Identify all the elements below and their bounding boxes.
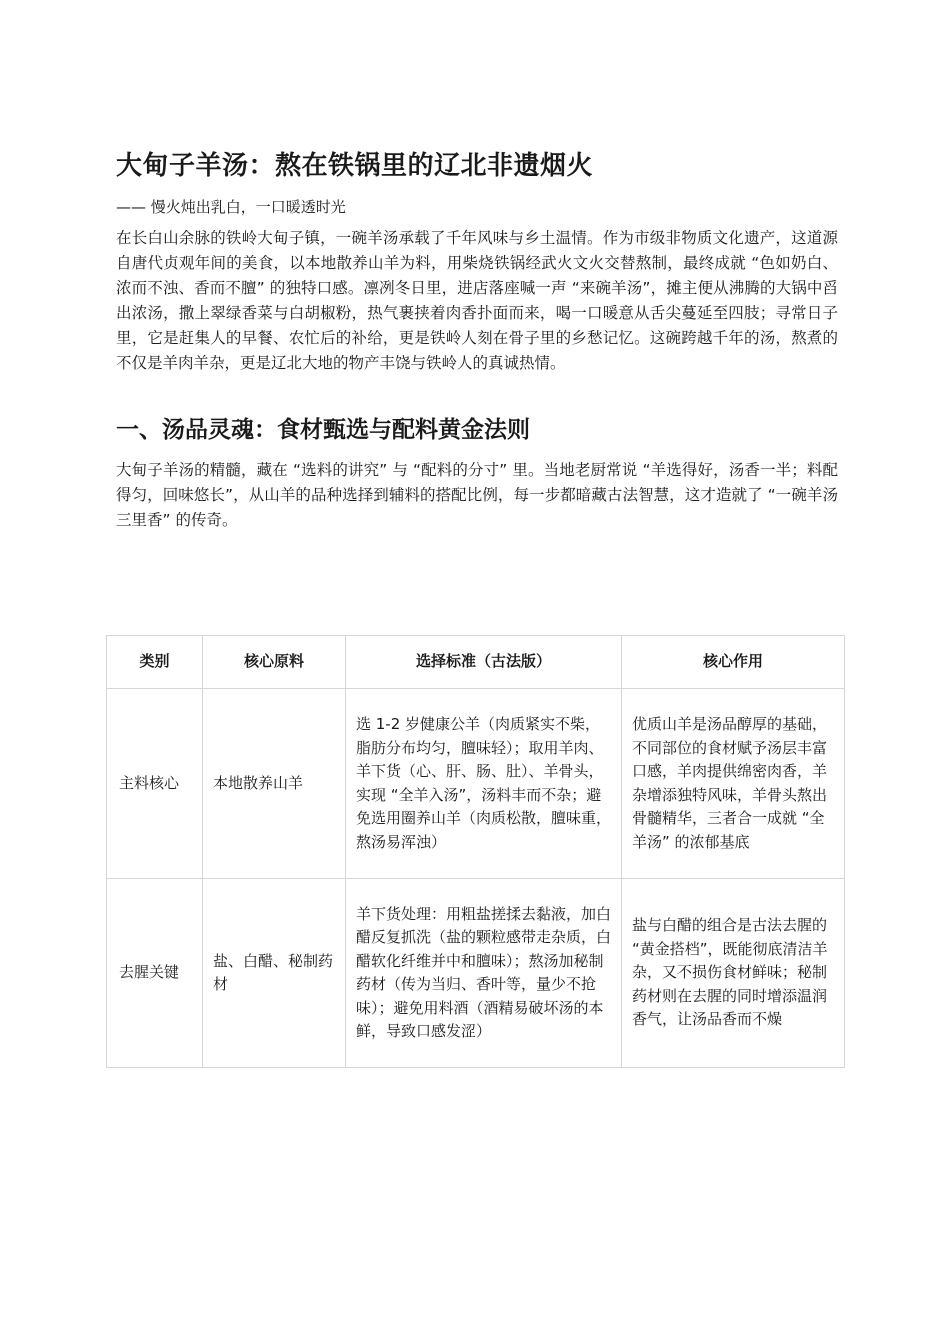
page-subtitle: —— 慢火炖出乳白，一口暖透时光 [116, 198, 346, 216]
table-header-row [107, 636, 845, 689]
intro-paragraph: 在长白山余脉的铁岭大甸子镇，一碗羊汤承载了千年风味与乡土温情。作为市级非物质文化遗产，这道源自唐代贞观年间的美食，以本地散养山羊为料，用柴烧铁锅经武火文火交替熬制，最终成就 “色如奶白、浓而不浊、香而不膻” 的独特口感。凛冽冬日里，进店落座喊一声 “来碗羊汤”，摊主便从沸腾的大锅中舀出浓汤，撒上翠绿香菜与白胡椒粉，热气裹挟着肉香扑面而来，喝一口暖意从舌尖蔓延至四肢；寻常日子里，它是赶集人的早餐、农忙后的补给，更是铁岭人刻在骨子里的乡愁记忆。这碗跨越千年的汤，熬煮的不仅是羊肉羊杂，更是辽北大地的物产丰饶与铁岭人的真诚热情。 [116, 229, 838, 372]
cell-standard: 选 1-2 岁健康公羊（肉质紧实不柴，脂肪分布均匀，膻味轻）；取用羊肉、羊下货（心、肝、肠、肚）、羊骨头，实现 “全羊入汤”，汤料丰而不杂；避免选用圈养山羊（肉质松散，膻味重，熬汤易浑浊） [346, 689, 622, 879]
page-title: 大甸子羊汤：熬在铁锅里的辽北非遗烟火 [116, 151, 594, 181]
cell-standard: 羊下货处理：用粗盐搓揉去黏液，加白醋反复抓洗（盐的颗粒感带走杂质，白醋软化纤维并中和膻味）；熬汤加秘制药材（传为当归、香叶等，量少不抢味）；避免用料酒（酒精易破坏汤的本鲜，导致口感发涩） [346, 879, 622, 1068]
cell-role: 盐与白醋的组合是古法去腥的 “黄金搭档”，既能彻底清洁羊杂，又不损伤食材鲜味；秘制药材则在去腥的同时增添温润香气，让汤品香而不燥 [622, 879, 845, 1068]
header-role: 核心作用 [622, 636, 845, 689]
ingredient-table-wrapper [106, 635, 844, 1068]
cell-ingredient: 盐、白醋、秘制药材 [203, 879, 346, 1068]
header-standard: 选择标准（古法版） [346, 636, 622, 689]
article [116, 148, 838, 533]
table-row [107, 879, 845, 1068]
cell-role: 优质山羊是汤品醇厚的基础，不同部位的食材赋予汤层丰富口感，羊肉提供绵密肉香，羊杂增添独特风味，羊骨头熬出骨髓精华，三者合一成就 “全羊汤” 的浓郁基底 [622, 689, 845, 879]
ingredient-table [106, 635, 845, 1068]
cell-ingredient: 本地散养山羊 [203, 689, 346, 879]
section-heading: 一、汤品灵魂：食材甄选与配料黄金法则 [116, 417, 530, 443]
header-category: 类别 [107, 636, 203, 689]
section-paragraph: 大甸子羊汤的精髓，藏在 “选料的讲究” 与 “配料的分寸” 里。当地老厨常说 “羊选得好，汤香一半；料配得匀，回味悠长”，从山羊的品种选择到辅料的搭配比例，每一步都暗藏古法智慧，这才造就了 “一碗羊汤三里香” 的传奇。 [116, 461, 838, 529]
header-ingredient: 核心原料 [203, 636, 346, 689]
table-row [107, 689, 845, 879]
cell-category: 去腥关键 [107, 879, 203, 1068]
cell-category: 主料核心 [107, 689, 203, 879]
